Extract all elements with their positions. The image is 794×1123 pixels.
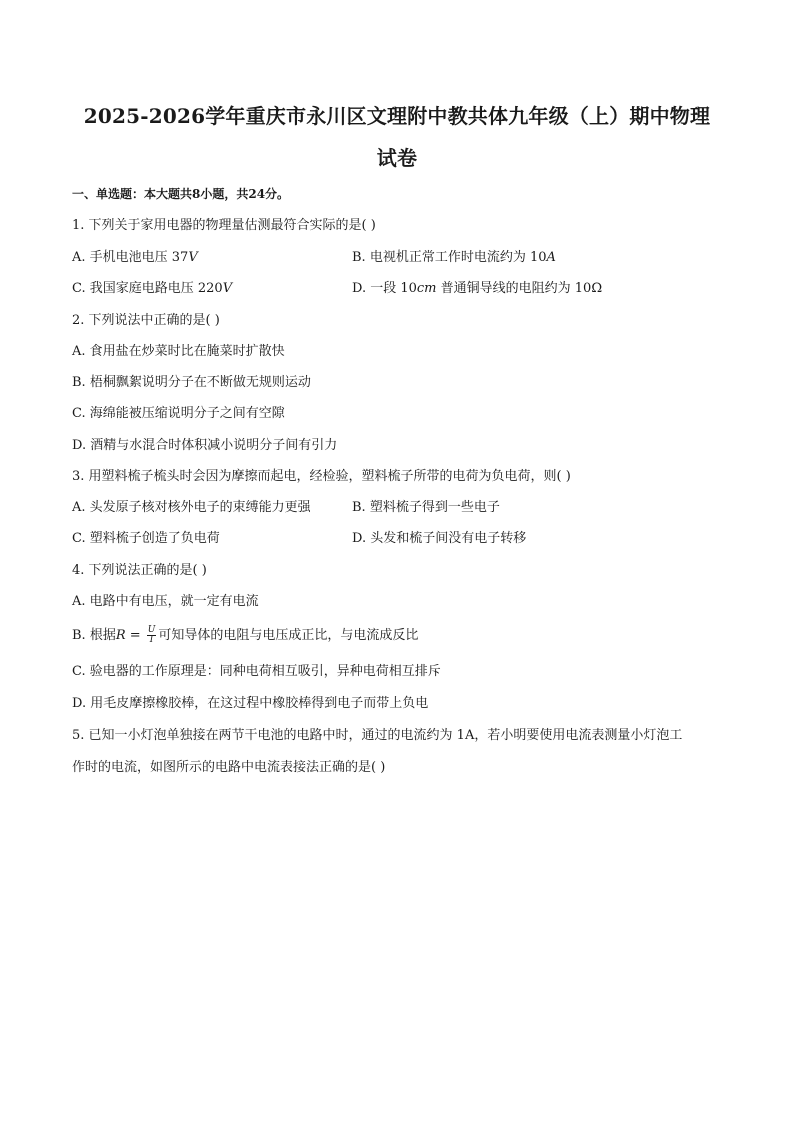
- formula-lhs: R =: [115, 628, 145, 643]
- question-2-option-d: D. 酒精与水混合时体积减小说明分子间有引力: [72, 438, 338, 453]
- exam-title-line1: 2025-2026学年重庆市永川区文理附中教共体九年级（上）期中物理: [83, 104, 711, 128]
- question-4-option-d: D. 用毛皮摩擦橡胶棒，在这过程中橡胶棒得到电子而带上负电: [72, 696, 429, 711]
- question-5-stem-line1: 5. 已知一小灯泡单独接在两节干电池的电路中时，通过的电流约为 1A，若小明要使用电流表测量小灯泡工: [72, 728, 683, 743]
- question-4-option-c: C. 验电器的工作原理是：同种电荷相互吸引，异种电荷相互排斥: [72, 664, 441, 679]
- section-heading: 一、单选题：本大题共8小题，共24分。: [72, 187, 290, 201]
- question-2-option-a: A. 食用盐在炒菜时比在腌菜时扩散快: [72, 344, 285, 359]
- question-2-option-b: B. 梧桐飘絮说明分子在不断做无规则运动: [72, 375, 311, 390]
- question-4-option-a: A. 电路中有电压，就一定有电流: [72, 594, 259, 609]
- exam-title-line2: 试卷: [376, 146, 418, 170]
- question-1-option-d: D. 一段 10cm 普通铜导线的电阻约为 10Ω: [352, 281, 603, 296]
- question-3-stem: 3. 用塑料梳子梳头时会因为摩擦而起电，经检验，塑料梳子所带的电荷为负电荷，则( ): [72, 469, 571, 484]
- question-3-option-b: B. 塑料梳子得到一些电子: [352, 500, 500, 515]
- question-1-option-c: C. 我国家庭电路电压 220V: [72, 281, 233, 296]
- question-2-option-c: C. 海绵能被压缩说明分子之间有空隙: [72, 406, 285, 421]
- question-3-option-a: A. 头发原子核对核外电子的束缚能力更强: [72, 500, 311, 515]
- question-2-stem: 2. 下列说法中正确的是( ): [72, 313, 220, 328]
- question-1-option-b: B. 电视机正常工作时电流约为 10A: [352, 250, 556, 265]
- question-1-option-a: A. 手机电池电压 37V: [72, 250, 198, 265]
- question-3-option-c: C. 塑料梳子创造了负电荷: [72, 531, 220, 546]
- question-3-option-d: D. 头发和梳子间没有电子转移: [352, 531, 527, 546]
- formula-fraction: $\frac{U}{I}$: [147, 625, 156, 645]
- question-1-stem: 1. 下列关于家用电器的物理量估测最符合实际的是( ): [72, 218, 376, 233]
- question-4-stem: 4. 下列说法正确的是( ): [72, 563, 207, 578]
- question-5-stem-line2: 作时的电流，如图所示的电路中电流表接法正确的是( ): [72, 760, 386, 775]
- question-4-option-b: B. 根据R = $\frac{U}{I}$ 可知导体的电阻与电压成正比，与电流成反比: [72, 625, 419, 645]
